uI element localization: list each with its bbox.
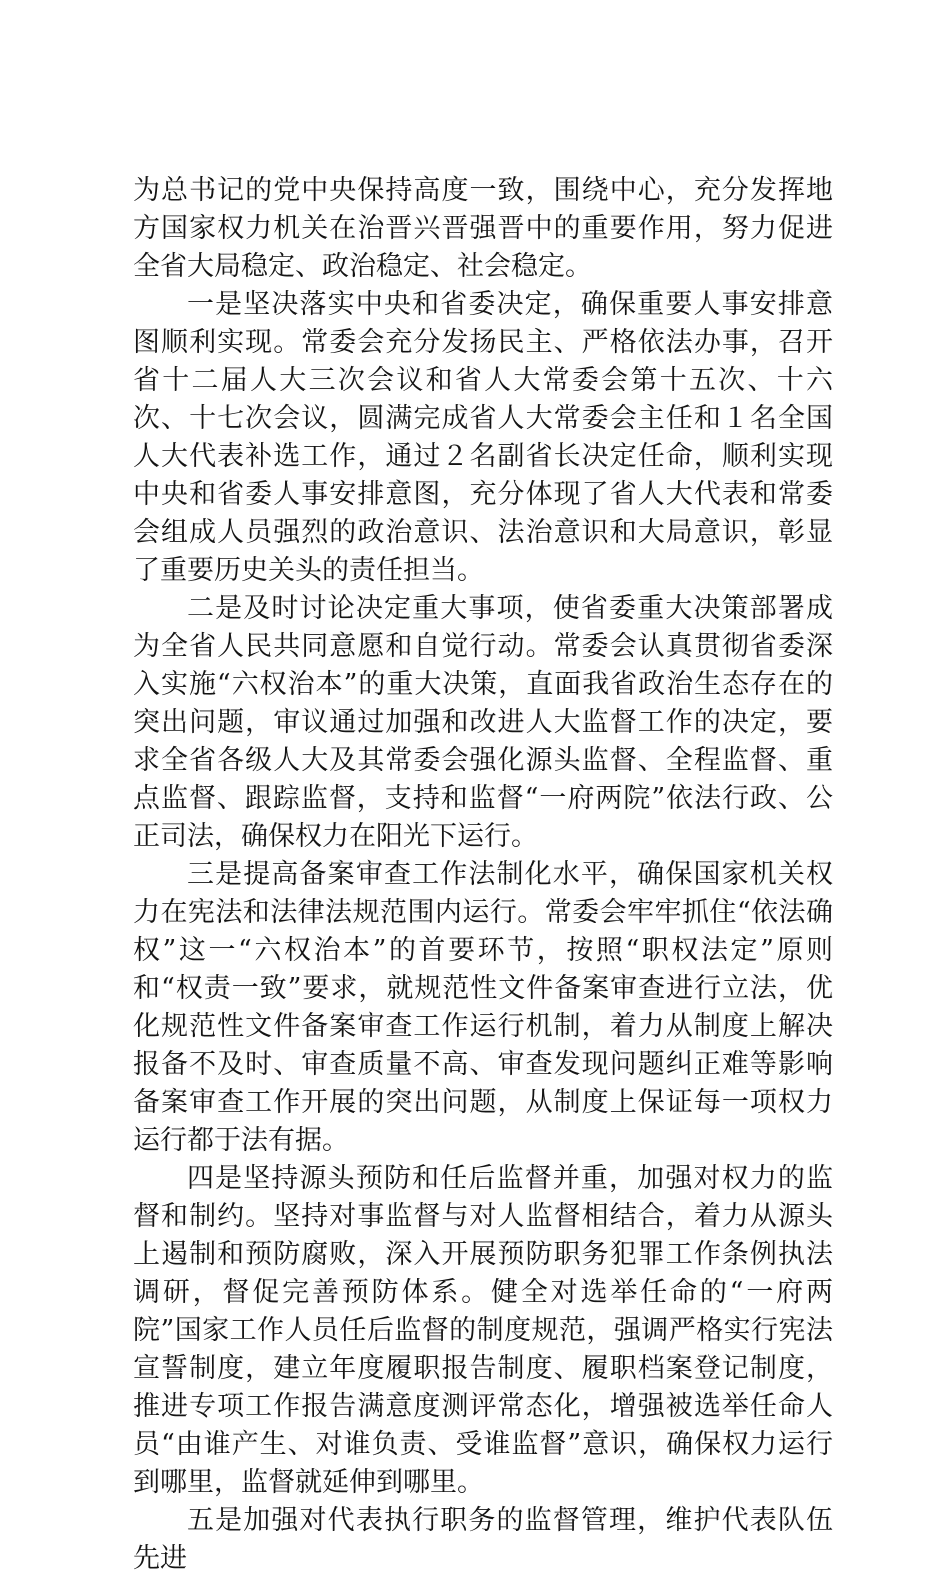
paragraph-personnel-arrangement: 一是坚决落实中央和省委决定，确保重要人事安排意图顺利实现。常委会充分发扬民主、严格依法办事，召开省十二届人大三次会议和省人大常委会第十五次、十六次、十七次会议，圆满完成省人大常委会主任和１名全国人大代表补选工作，通过２名副省长决定任命，顺利实现中央和省委人事安排意图，充分体现了省人大代表和常委会组成人员强烈的政治意识、法治意识和大局意识，彰显了重要历史关头的责任担当。 <box>133 289 833 586</box>
paragraph-deputy-supervision: 五是加强对代表执行职务的监督管理，维护代表队伍先进 <box>133 1505 833 1574</box>
paragraph-continuation: 为总书记的党中央保持高度一致，围绕中心，充分发挥地方国家权力机关在治晋兴晋强晋中的重要作用，努力促进全省大局稳定、政治稳定、社会稳定。 <box>133 175 833 282</box>
document-body <box>133 172 833 1578</box>
paragraph-filing-review: 三是提高备案审查工作法制化水平，确保国家机关权力在宪法和法律法规范围内运行。常委会牢牢抓住“依法确权”这一“六权治本”的首要环节，按照“职权法定”原则和“权责一致”要求，就规范性文件备案审查进行立法，优化规范性文件备案审查工作运行机制，着力从制度上解决报备不及时、审查质量不高、审查发现问题纠正难等影响备案审查工作开展的突出问题，从制度上保证每一项权力运行都于法有据。 <box>133 859 833 1156</box>
paragraph-major-matters: 二是及时讨论决定重大事项，使省委重大决策部署成为全省人民共同意愿和自觉行动。常委会认真贯彻省委深入实施“六权治本”的重大决策，直面我省政治生态存在的突出问题，审议通过加强和改进人大监督工作的决定，要求全省各级人大及其常委会强化源头监督、全程监督、重点监督、跟踪监督，支持和监督“一府两院”依法行政、公正司法，确保权力在阳光下运行。 <box>133 593 833 852</box>
paragraph-power-supervision: 四是坚持源头预防和任后监督并重，加强对权力的监督和制约。坚持对事监督与对人监督相结合，着力从源头上遏制和预防腐败，深入开展预防职务犯罪工作条例执法调研，督促完善预防体系。健全对选举任命的“一府两院”国家工作人员任后监督的制度规范，强调严格实行宪法宣誓制度，建立年度履职报告制度、履职档案登记制度，推进专项工作报告满意度测评常态化，增强被选举任命人员“由谁产生、对谁负责、受谁监督”意识，确保权力运行到哪里，监督就延伸到哪里。 <box>133 1163 833 1498</box>
